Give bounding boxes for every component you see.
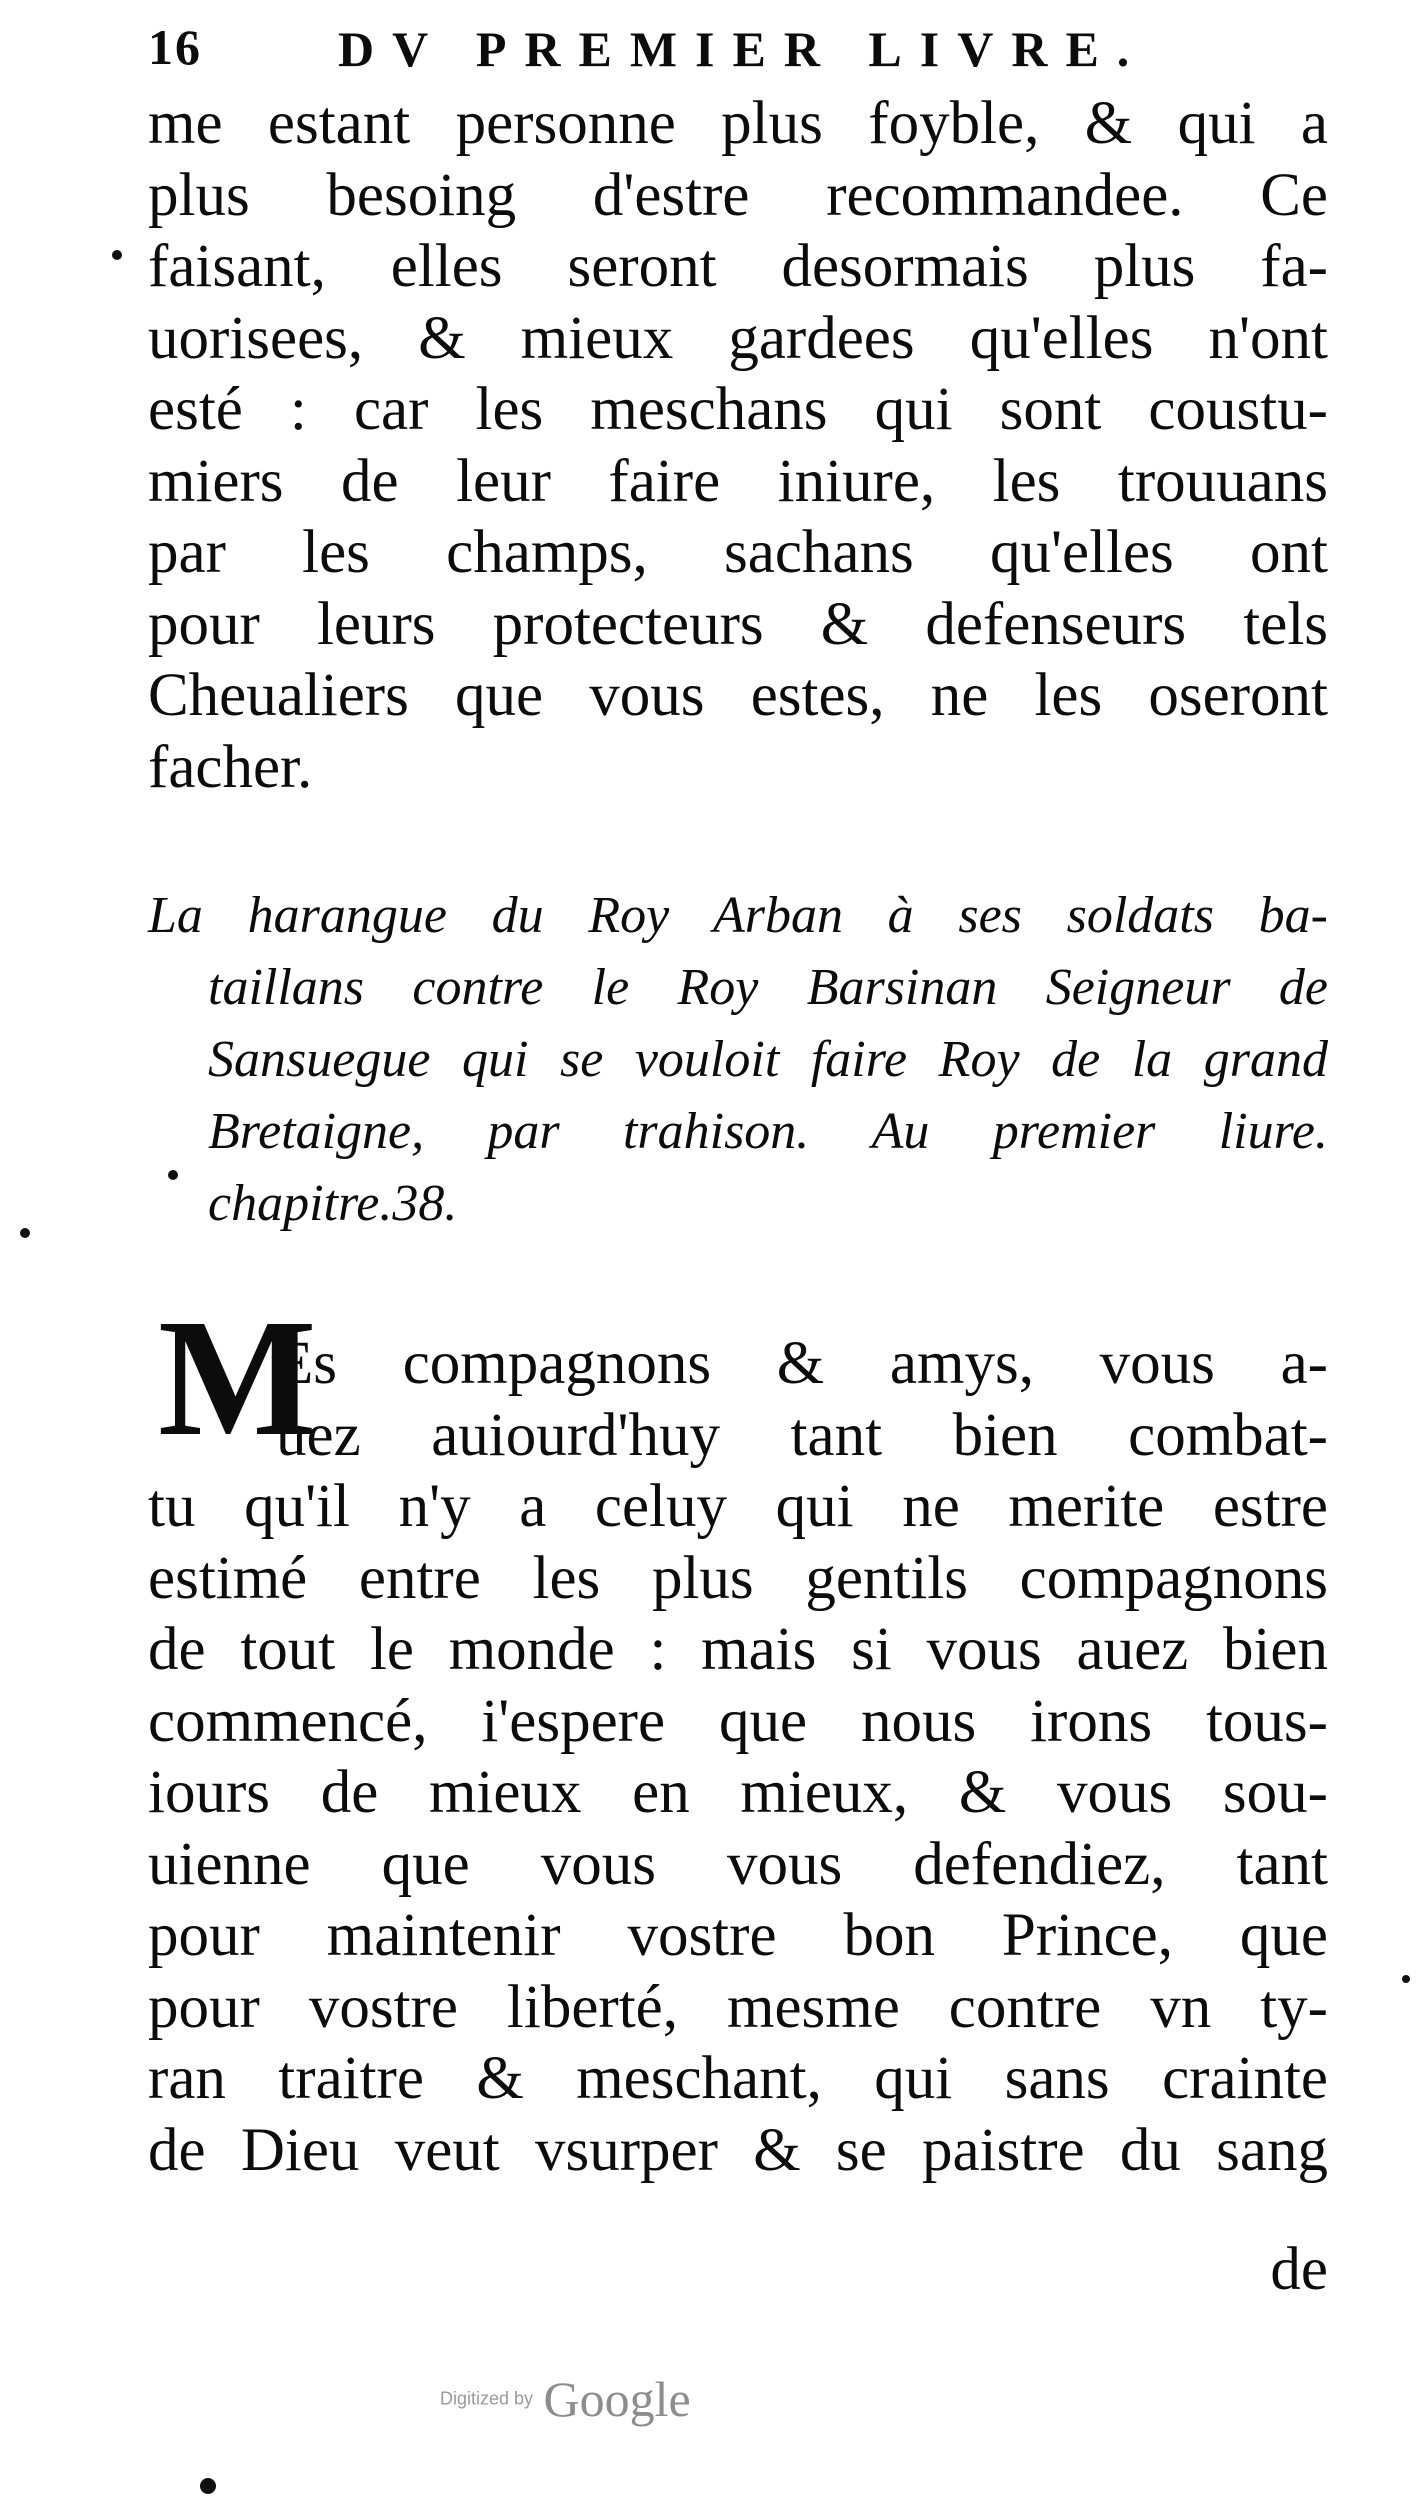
text-line: faisant, elles seront desormais plus fa- xyxy=(148,233,1328,300)
text-line: tu qu'il n'y a celuy qui ne merite estre xyxy=(148,1473,1328,1540)
ink-speck xyxy=(168,1170,178,1180)
heading-line: taillans contre le Roy Barsinan Seigneur de xyxy=(208,959,1328,1016)
text-line: Es compagnons & amys, vous a- xyxy=(276,1330,1328,1397)
text-line: uez auiourd'huy tant bien combat- xyxy=(276,1401,1328,1469)
text-block-top xyxy=(148,88,1328,803)
text-line: ran traitre & meschant, qui sans crainte xyxy=(148,2045,1328,2112)
text-line: de Dieu veut vsurper & se paistre du sang xyxy=(148,2116,1328,2184)
text-line: iours de mieux en mieux, & vous sou- xyxy=(148,1759,1328,1826)
text-line: estimé entre les plus gentils compagnons xyxy=(148,1544,1328,1612)
text-line: plus besoing d'estre recommandee. Ce xyxy=(148,161,1328,229)
page-header xyxy=(148,18,1328,88)
text-line: esté : car les meschans qui sont coustu- xyxy=(148,376,1328,443)
text-line: par les champs, sachans qu'elles ont xyxy=(148,519,1328,586)
ink-speck xyxy=(1402,1975,1410,1983)
text-line: de tout le monde : mais si vous auez bien xyxy=(148,1616,1328,1683)
text-line: uorisees, & mieux gardees qu'elles n'ont xyxy=(148,304,1328,372)
text-line: pour leurs protecteurs & defenseurs tels xyxy=(148,590,1328,658)
text-block-bottom xyxy=(148,1328,1328,2186)
text-line: commencé, i'espere que nous irons tous- xyxy=(148,1687,1328,1755)
ink-speck xyxy=(200,2478,216,2494)
text-line: me estant personne plus foyble, & qui a xyxy=(148,90,1328,157)
text-line: pour vostre liberté, mesme contre vn ty- xyxy=(148,1973,1328,2041)
heading-line: chapitre.38. xyxy=(208,1175,458,1232)
watermark-prefix: Digitized by xyxy=(440,2388,534,2409)
drop-cap-initial: M xyxy=(158,1285,317,1471)
text-line: Cheualiers que vous estes, ne les oseront xyxy=(148,662,1328,729)
ink-speck xyxy=(112,250,122,260)
section-heading xyxy=(148,880,1328,1240)
heading-line: Bretaigne, par trahison. Au premier liure. xyxy=(208,1103,1328,1160)
google-logo: Google xyxy=(543,2371,691,2427)
text-line: pour maintenir vostre bon Prince, que xyxy=(148,1902,1328,1969)
heading-line: Sansuegue qui se vouloit faire Roy de la grand xyxy=(208,1031,1328,1088)
digitized-watermark xyxy=(440,2370,691,2430)
running-title: DV PREMIER LIVRE. xyxy=(338,21,1148,77)
text-line: miers de leur faire iniure, les trouuans xyxy=(148,447,1328,515)
ink-speck xyxy=(20,1228,30,1238)
text-line: uienne que vous vous defendiez, tant xyxy=(148,1830,1328,1898)
heading-line: La harangue du Roy Arban à ses soldats ba- xyxy=(148,887,1328,944)
catchword: de xyxy=(1270,2236,1328,2303)
text-line: facher. xyxy=(148,733,313,801)
page-number: 16 xyxy=(148,19,202,75)
